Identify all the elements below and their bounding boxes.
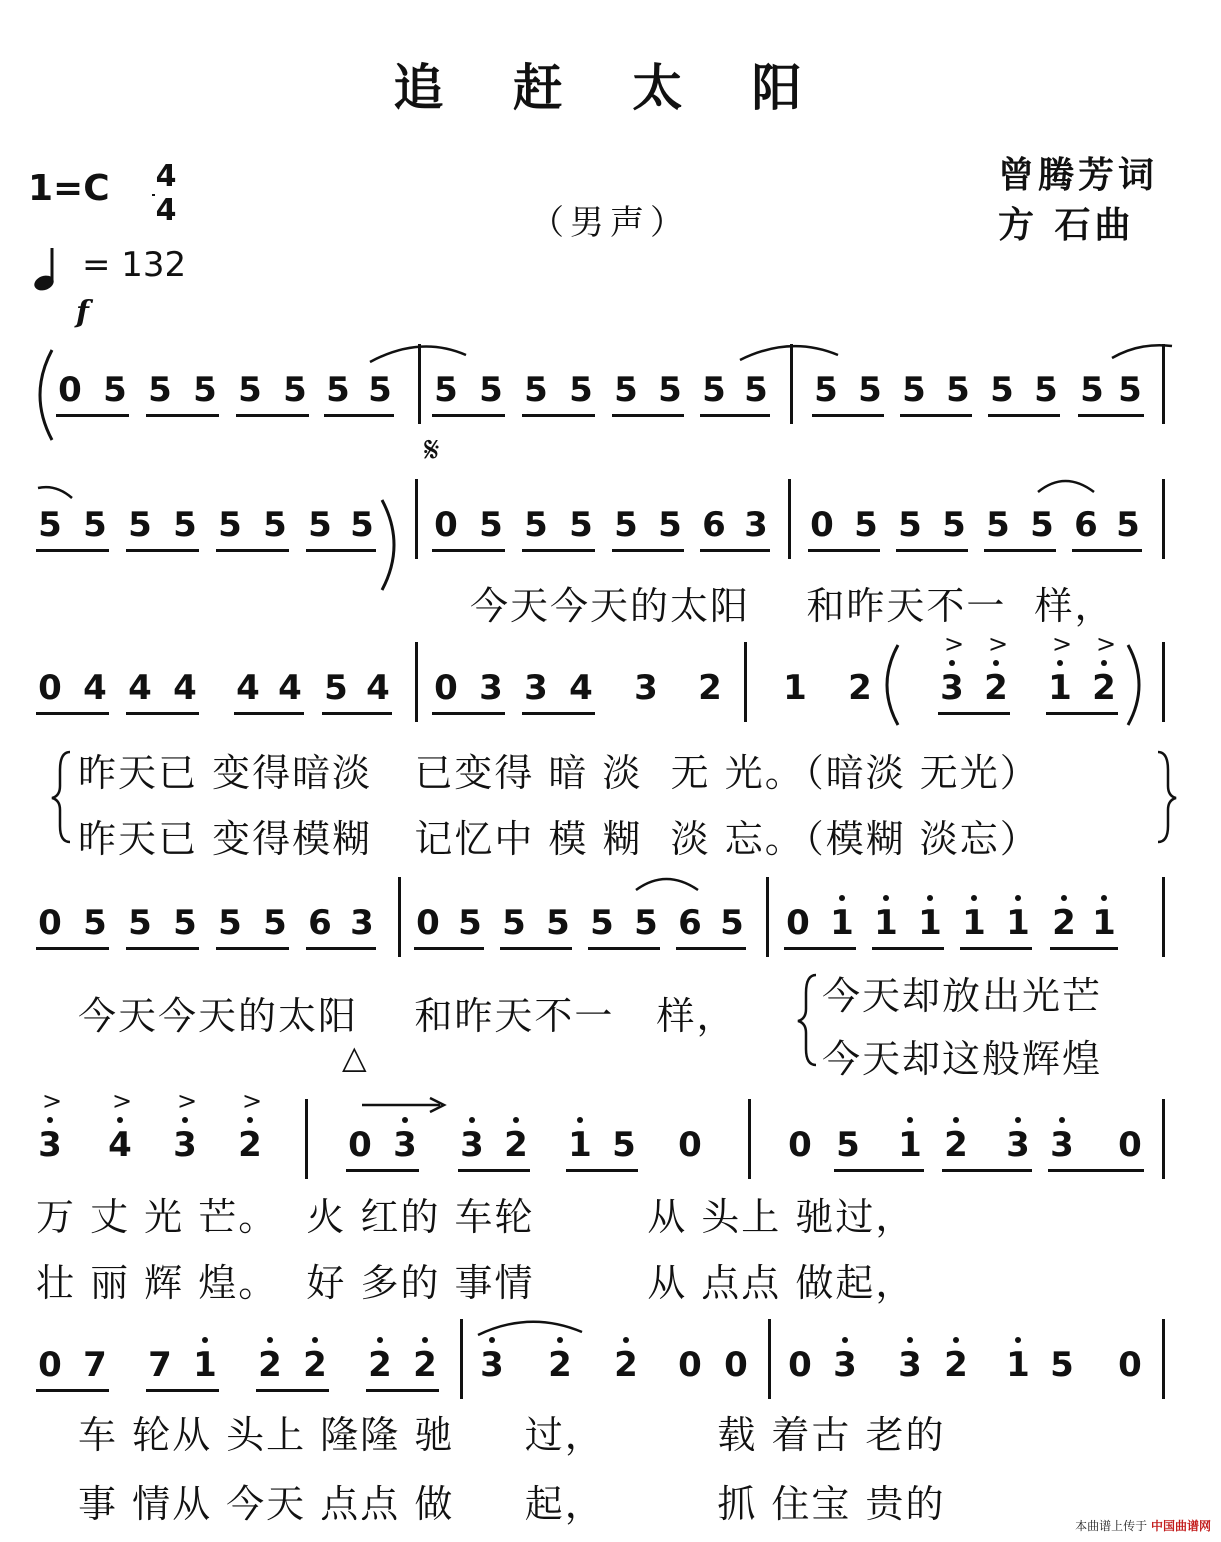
note-digit: 5 <box>614 505 638 545</box>
lyric-line-5b: 事 情从 今天 点点 做 起， 抓 住宝 贵的 <box>78 1482 946 1526</box>
tie <box>636 879 698 890</box>
note-digit: 4 <box>83 668 107 708</box>
note-digit: 6 <box>678 903 702 943</box>
accent-mark: > <box>177 1087 198 1115</box>
accent-mark: > <box>1096 630 1117 658</box>
note-digit: 5 <box>986 505 1010 545</box>
note-digit: 0 <box>788 1345 812 1385</box>
note-digit: 5 <box>1116 505 1140 545</box>
note-digit: 5 <box>350 505 374 545</box>
note-digit: 0 <box>416 903 440 943</box>
segno-icon: 𝄋 <box>424 430 440 471</box>
note-digit: 5 <box>546 903 570 943</box>
note-digit: 1 <box>783 668 807 708</box>
note-digit: 1 <box>874 903 898 943</box>
note-digit: 0 <box>786 903 810 943</box>
tie <box>740 346 838 360</box>
note-digit: 5 <box>614 370 638 410</box>
note-digit: 5 <box>238 370 262 410</box>
note-digit: 5 <box>263 505 287 545</box>
note-digit: 3 <box>940 668 964 708</box>
lyric-line-5a: 车 轮从 头上 隆隆 驰 过， 载 着古 老的 <box>78 1413 946 1457</box>
note-digit: 4 <box>366 668 390 708</box>
note-digit: 5 <box>148 370 172 410</box>
note-digit: 3 <box>524 668 548 708</box>
note-digit: 0 <box>434 668 458 708</box>
accent-mark: > <box>988 630 1009 658</box>
tie <box>1038 481 1094 492</box>
note-digit: 5 <box>720 903 744 943</box>
note-digit: 3 <box>480 1345 504 1385</box>
note-digit: 6 <box>1074 505 1098 545</box>
note-digit: 3 <box>38 1125 62 1165</box>
song-title: 追 赶 太 阳 <box>393 58 828 117</box>
note-digit: 5 <box>324 668 348 708</box>
note-digit: 4 <box>128 668 152 708</box>
key-signature: 1=C <box>28 168 110 209</box>
note-digit: 5 <box>902 370 926 410</box>
note-digit: 5 <box>590 903 614 943</box>
lyric-line-2b: 昨天已 变得模糊 记忆中 模 糊 淡 忘。（模糊 淡忘） <box>78 817 1040 861</box>
note-digit: 5 <box>458 903 482 943</box>
note-digit: 5 <box>1034 370 1058 410</box>
tempo-marking: = 132 <box>82 245 187 285</box>
note-digit: 5 <box>128 903 152 943</box>
open-parenthesis <box>40 350 52 440</box>
note-digit: 5 <box>858 370 882 410</box>
brace-left-2 <box>798 975 816 1065</box>
note-digit: 5 <box>1118 370 1142 410</box>
note-digit: 1 <box>568 1125 592 1165</box>
lyric-line-4a: 万 丈 光 芒。 火 红的 车轮 从 头上 驰过， <box>36 1195 916 1239</box>
note-digit: 5 <box>502 903 526 943</box>
open-parenthesis-2 <box>887 645 898 725</box>
accent-mark: > <box>42 1087 63 1115</box>
note-digit: 5 <box>524 505 548 545</box>
note-digit: 0 <box>38 903 62 943</box>
note-digit: 5 <box>479 505 503 545</box>
lyric-line-3a: 今天却放出光芒 <box>822 974 1103 1018</box>
note-digit: 1 <box>1006 1345 1030 1385</box>
lyric-line-3: 今天今天的太阳 和昨天不一 样， <box>78 994 737 1038</box>
note-digit: 4 <box>236 668 260 708</box>
note-digit: 1 <box>193 1345 217 1385</box>
note-digit: 2 <box>944 1345 968 1385</box>
close-parenthesis <box>382 500 394 590</box>
note-digit: 0 <box>1118 1125 1142 1165</box>
lyric-line-4b: 壮 丽 辉 煌。 好 多的 事情 从 点点 做起， <box>36 1261 916 1305</box>
note-digit: 5 <box>326 370 350 410</box>
note-digit: 4 <box>278 668 302 708</box>
note-digit: 1 <box>1092 903 1116 943</box>
note-digit: 0 <box>58 370 82 410</box>
note-digit: 0 <box>788 1125 812 1165</box>
note-digit: 5 <box>128 505 152 545</box>
note-digit: 5 <box>990 370 1014 410</box>
note-digit: 5 <box>1050 1345 1074 1385</box>
note-digit: 2 <box>258 1345 282 1385</box>
footer-brand: 中国曲谱网 <box>1150 1519 1211 1533</box>
accent-mark: > <box>944 630 965 658</box>
note-digit: 0 <box>38 668 62 708</box>
note-digit: 5 <box>569 505 593 545</box>
note-digit: 2 <box>368 1345 392 1385</box>
voice-part: （男声） <box>530 203 690 243</box>
note-digit: 5 <box>854 505 878 545</box>
note-digit: 5 <box>1030 505 1054 545</box>
note-digit: 0 <box>38 1345 62 1385</box>
note-digit: 0 <box>348 1125 372 1165</box>
note-digit: 1 <box>1006 903 1030 943</box>
note-digit: 0 <box>434 505 458 545</box>
note-digit: 7 <box>83 1345 107 1385</box>
lyric-line-1: 今天今天的太阳 和昨天不一 样， <box>470 584 1115 628</box>
note-digit: 5 <box>38 505 62 545</box>
composer-credit: 方 石曲 <box>998 204 1135 246</box>
note-digit: 5 <box>942 505 966 545</box>
note-digit: 2 <box>1052 903 1076 943</box>
note-digit: 0 <box>678 1345 702 1385</box>
note-digit: 2 <box>303 1345 327 1385</box>
note-digit: 5 <box>263 903 287 943</box>
triangle-marker: △ <box>342 1038 367 1076</box>
note-digit: 5 <box>836 1125 860 1165</box>
note-digit: 7 <box>148 1345 172 1385</box>
note-digit: 5 <box>634 903 658 943</box>
note-digit: 0 <box>810 505 834 545</box>
note-digit: 3 <box>460 1125 484 1165</box>
note-digit: 5 <box>702 370 726 410</box>
time-signature-bottom: 4 <box>155 193 177 228</box>
note-digit: 5 <box>898 505 922 545</box>
note-digit: 6 <box>308 903 332 943</box>
accent-mark: > <box>1052 630 1073 658</box>
footer-prefix: 本曲谱上传于 <box>1075 1519 1148 1533</box>
lyric-line-3b: 今天却这般辉煌 <box>822 1037 1103 1081</box>
note-digit: 1 <box>1048 668 1072 708</box>
note-digit: 0 <box>1118 1345 1142 1385</box>
note-digit: 5 <box>368 370 392 410</box>
note-digit: 5 <box>479 370 503 410</box>
close-parenthesis-2 <box>1128 645 1139 725</box>
note-digit: 5 <box>434 370 458 410</box>
tie <box>38 487 72 498</box>
note-digit: 6 <box>702 505 726 545</box>
lyricist-credit: 曾腾芳词 <box>998 154 1159 196</box>
note-digit: 2 <box>548 1345 572 1385</box>
note-digit: 5 <box>946 370 970 410</box>
dynamic-marking: f <box>76 295 89 330</box>
note-digit: 3 <box>744 505 768 545</box>
note-digit: 5 <box>744 370 768 410</box>
note-digit: 2 <box>614 1345 638 1385</box>
note-digit: 2 <box>944 1125 968 1165</box>
note-digit: 0 <box>678 1125 702 1165</box>
note-digit: 2 <box>504 1125 528 1165</box>
note-digit: 5 <box>658 370 682 410</box>
note-digit: 2 <box>848 668 872 708</box>
watermark <box>1075 1517 1211 1534</box>
note-digit: 5 <box>83 505 107 545</box>
note-digit: 1 <box>918 903 942 943</box>
note-digit: 2 <box>238 1125 262 1165</box>
note-digit: 5 <box>83 903 107 943</box>
tie <box>1112 345 1172 358</box>
note-digit: 3 <box>898 1345 922 1385</box>
note-digit: 2 <box>413 1345 437 1385</box>
note-digit: 5 <box>569 370 593 410</box>
note-digit: 5 <box>658 505 682 545</box>
accent-mark: > <box>112 1087 133 1115</box>
note-digit: 5 <box>524 370 548 410</box>
note-digit: 4 <box>173 668 197 708</box>
note-digit: 3 <box>634 668 658 708</box>
note-digit: 3 <box>479 668 503 708</box>
accent-mark: > <box>242 1087 263 1115</box>
note-digit: 0 <box>724 1345 748 1385</box>
note-digit: 3 <box>173 1125 197 1165</box>
brace-left <box>52 752 70 842</box>
lyric-line-2a: 昨天已 变得暗淡 已变得 暗 淡 无 光。（暗淡 无光） <box>78 751 1040 795</box>
note-digit: 3 <box>1050 1125 1074 1165</box>
note-digit: 4 <box>569 668 593 708</box>
note-digit: 1 <box>962 903 986 943</box>
note-digit: 1 <box>830 903 854 943</box>
note-digit: 3 <box>1006 1125 1030 1165</box>
note-digit: 2 <box>984 668 1008 708</box>
note-digit: 5 <box>218 505 242 545</box>
note-digit: 1 <box>898 1125 922 1165</box>
note-digit: 5 <box>193 370 217 410</box>
tie <box>370 346 466 362</box>
note-digit: 5 <box>173 505 197 545</box>
note-digit: 5 <box>612 1125 636 1165</box>
tie <box>478 1322 582 1335</box>
note-digit: 5 <box>283 370 307 410</box>
note-digit: 4 <box>108 1125 132 1165</box>
time-signature-top: 4 <box>155 159 177 194</box>
note-digit: 3 <box>393 1125 417 1165</box>
note-digit: 5 <box>218 903 242 943</box>
note-digit: 5 <box>814 370 838 410</box>
note-digit: 5 <box>173 903 197 943</box>
note-digit: 3 <box>350 903 374 943</box>
brace-right <box>1158 752 1176 842</box>
note-digit: 5 <box>1080 370 1104 410</box>
note-digit: 5 <box>308 505 332 545</box>
note-digit: 2 <box>1092 668 1116 708</box>
note-digit: 5 <box>103 370 127 410</box>
note-digit: 3 <box>833 1345 857 1385</box>
note-digit: 2 <box>698 668 722 708</box>
